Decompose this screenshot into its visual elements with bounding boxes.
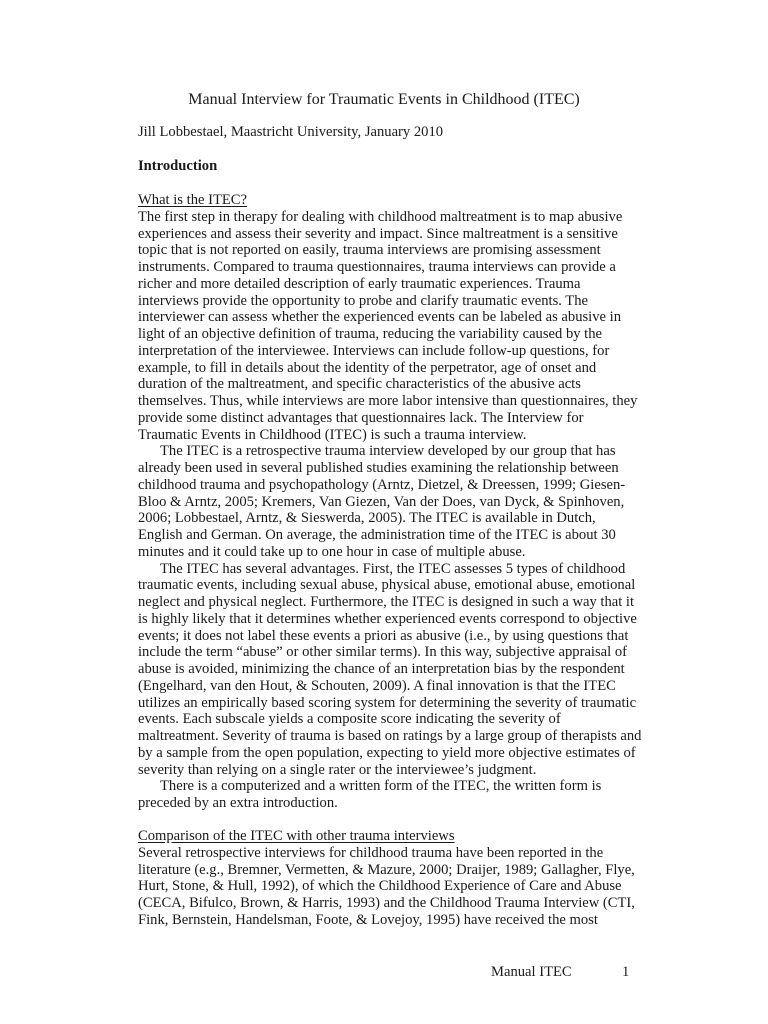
section-what-is-itec — [138, 192, 642, 812]
document-title: Manual Interview for Traumatic Events in Childhood (ITEC) — [188, 91, 580, 108]
text-line: (Engelhard, van den Hout, & Schouten, 2009). A final innovation is that the ITEC — [138, 677, 616, 694]
text-line: The first step in therapy for dealing with childhood maltreatment is to map abusive — [138, 208, 623, 225]
text-line: themselves. Thus, while interviews are more labor intensive than questionnaires, they — [138, 393, 638, 409]
text-line: English and German. On average, the administration time of the ITEC is about 30 — [138, 527, 616, 543]
text-line: There is a computerized and a written form of the ITEC, the written form is — [160, 778, 602, 795]
text-line: provide some distinct advantages that questionnaires lack. The Interview for — [138, 409, 584, 426]
section-comparison — [138, 828, 638, 929]
text-line: Several retrospective interviews for childhood trauma have been reported in the — [138, 844, 604, 861]
text-line: childhood trauma and psychopathology (Arntz, Dietzel, & Dreessen, 1999; Giesen- — [138, 476, 626, 493]
text-line: minutes and it could take up to one hour in case of multiple abuse. — [138, 543, 526, 560]
subheading-what-is-itec: What is the ITEC? — [138, 192, 248, 208]
paragraph — [138, 560, 642, 779]
text-line: interviewer can assess whether the experienced events can be labeled as abusive in — [138, 309, 622, 326]
text-line: preceded by an extra introduction. — [138, 795, 338, 811]
footer-running-title: Manual ITEC — [491, 964, 572, 980]
paragraph — [138, 845, 638, 929]
text-line: abuse is avoided, minimizing the chance of an interpretation bias by the respondent — [138, 661, 625, 677]
text-line: topic that is not reported on easily, trauma interviews are promising assessment — [138, 242, 601, 259]
text-line: events. Each subscale yields a composite score indicating the severity of — [138, 711, 561, 728]
text-line: (CECA, Bifulco, Brown, & Harris, 1993) and the Childhood Trauma Interview (CTI, — [138, 895, 635, 911]
text-line: maltreatment. Severity of trauma is based on ratings by a large group of therapists and — [138, 728, 642, 744]
text-line: duration of the maltreatment, and specific characteristics of the abusive acts — [138, 376, 581, 393]
text-line: light of an objective definition of trauma, reducing the variability caused by the — [138, 326, 603, 342]
subheading-comparison: Comparison of the ITEC with other trauma interviews — [138, 828, 455, 844]
author-line: Jill Lobbestael, Maastricht University, January 2010 — [138, 124, 444, 140]
text-line: include the term “abuse” or other similar terms). In this way, subjective appraisal of — [138, 644, 627, 661]
text-line: experiences and assess their severity and impact. Since maltreatment is a sensitive — [138, 225, 618, 242]
text-line: Bloo & Arntz, 2005; Kremers, Van Giezen, Van der Does, van Dyck, & Spinhoven, — [138, 493, 625, 510]
text-line: Fink, Bernstein, Handelsman, Foote, & Lovejoy, 1995) have received the most — [138, 911, 598, 928]
text-line: example, to fill in details about the identity of the perpetrator, age of onset and — [138, 359, 597, 376]
text-line: Traumatic Events in Childhood (ITEC) is such a trauma interview. — [138, 426, 527, 443]
text-line: interpretation of the interviewee. Interviews can include follow-up questions, for — [138, 342, 610, 359]
text-line: 2006; Lobbestael, Arntz, & Sieswerda, 2005). The ITEC is available in Dutch, — [138, 510, 596, 527]
text-line: by a sample from the open population, expecting to yield more objective estimates of — [138, 744, 636, 761]
text-line: already been used in several published studies examining the relationship between — [138, 460, 619, 476]
text-line: is highly likely that it determines whether experienced events correspond to objective — [138, 610, 637, 627]
text-line: traumatic events, including sexual abuse, physical abuse, emotional abuse, emotional — [138, 577, 636, 594]
text-line: interviews provide the opportunity to probe and clarify traumatic events. The — [138, 292, 588, 309]
paragraph — [138, 443, 638, 560]
text-line: The ITEC is a retrospective trauma interview developed by our group that has — [160, 443, 616, 460]
text-line: instruments. Compared to trauma questionnaires, trauma interviews can provide a — [138, 259, 616, 275]
text-line: literature (e.g., Bremner, Vermetten, & Mazure, 2000; Draijer, 1989; Gallagher, Flye, — [138, 861, 635, 878]
paragraph — [138, 778, 638, 812]
section-heading-introduction: Introduction — [138, 158, 218, 174]
text-line: The ITEC has several advantages. First, the ITEC assesses 5 types of childhood — [160, 560, 626, 577]
footer-page-number: 1 — [622, 964, 630, 980]
text-line: severity than relying on a single rater or the interviewee’s judgment. — [138, 761, 537, 778]
text-line: neglect and physical neglect. Furthermore, the ITEC is designed in such a way that it — [138, 594, 635, 610]
text-line: events; it does not label these events a priori as abusive (i.e., by using questions that — [138, 627, 629, 644]
paragraph — [138, 209, 638, 444]
text-line: Hurt, Stone, & Hull, 1992), of which the Childhood Experience of Care and Abuse — [138, 878, 622, 895]
text-line: utilizes an empirically based scoring system for determining the severity of traumatic — [138, 694, 637, 711]
text-line: richer and more detailed description of early traumatic experiences. Trauma — [138, 275, 581, 292]
